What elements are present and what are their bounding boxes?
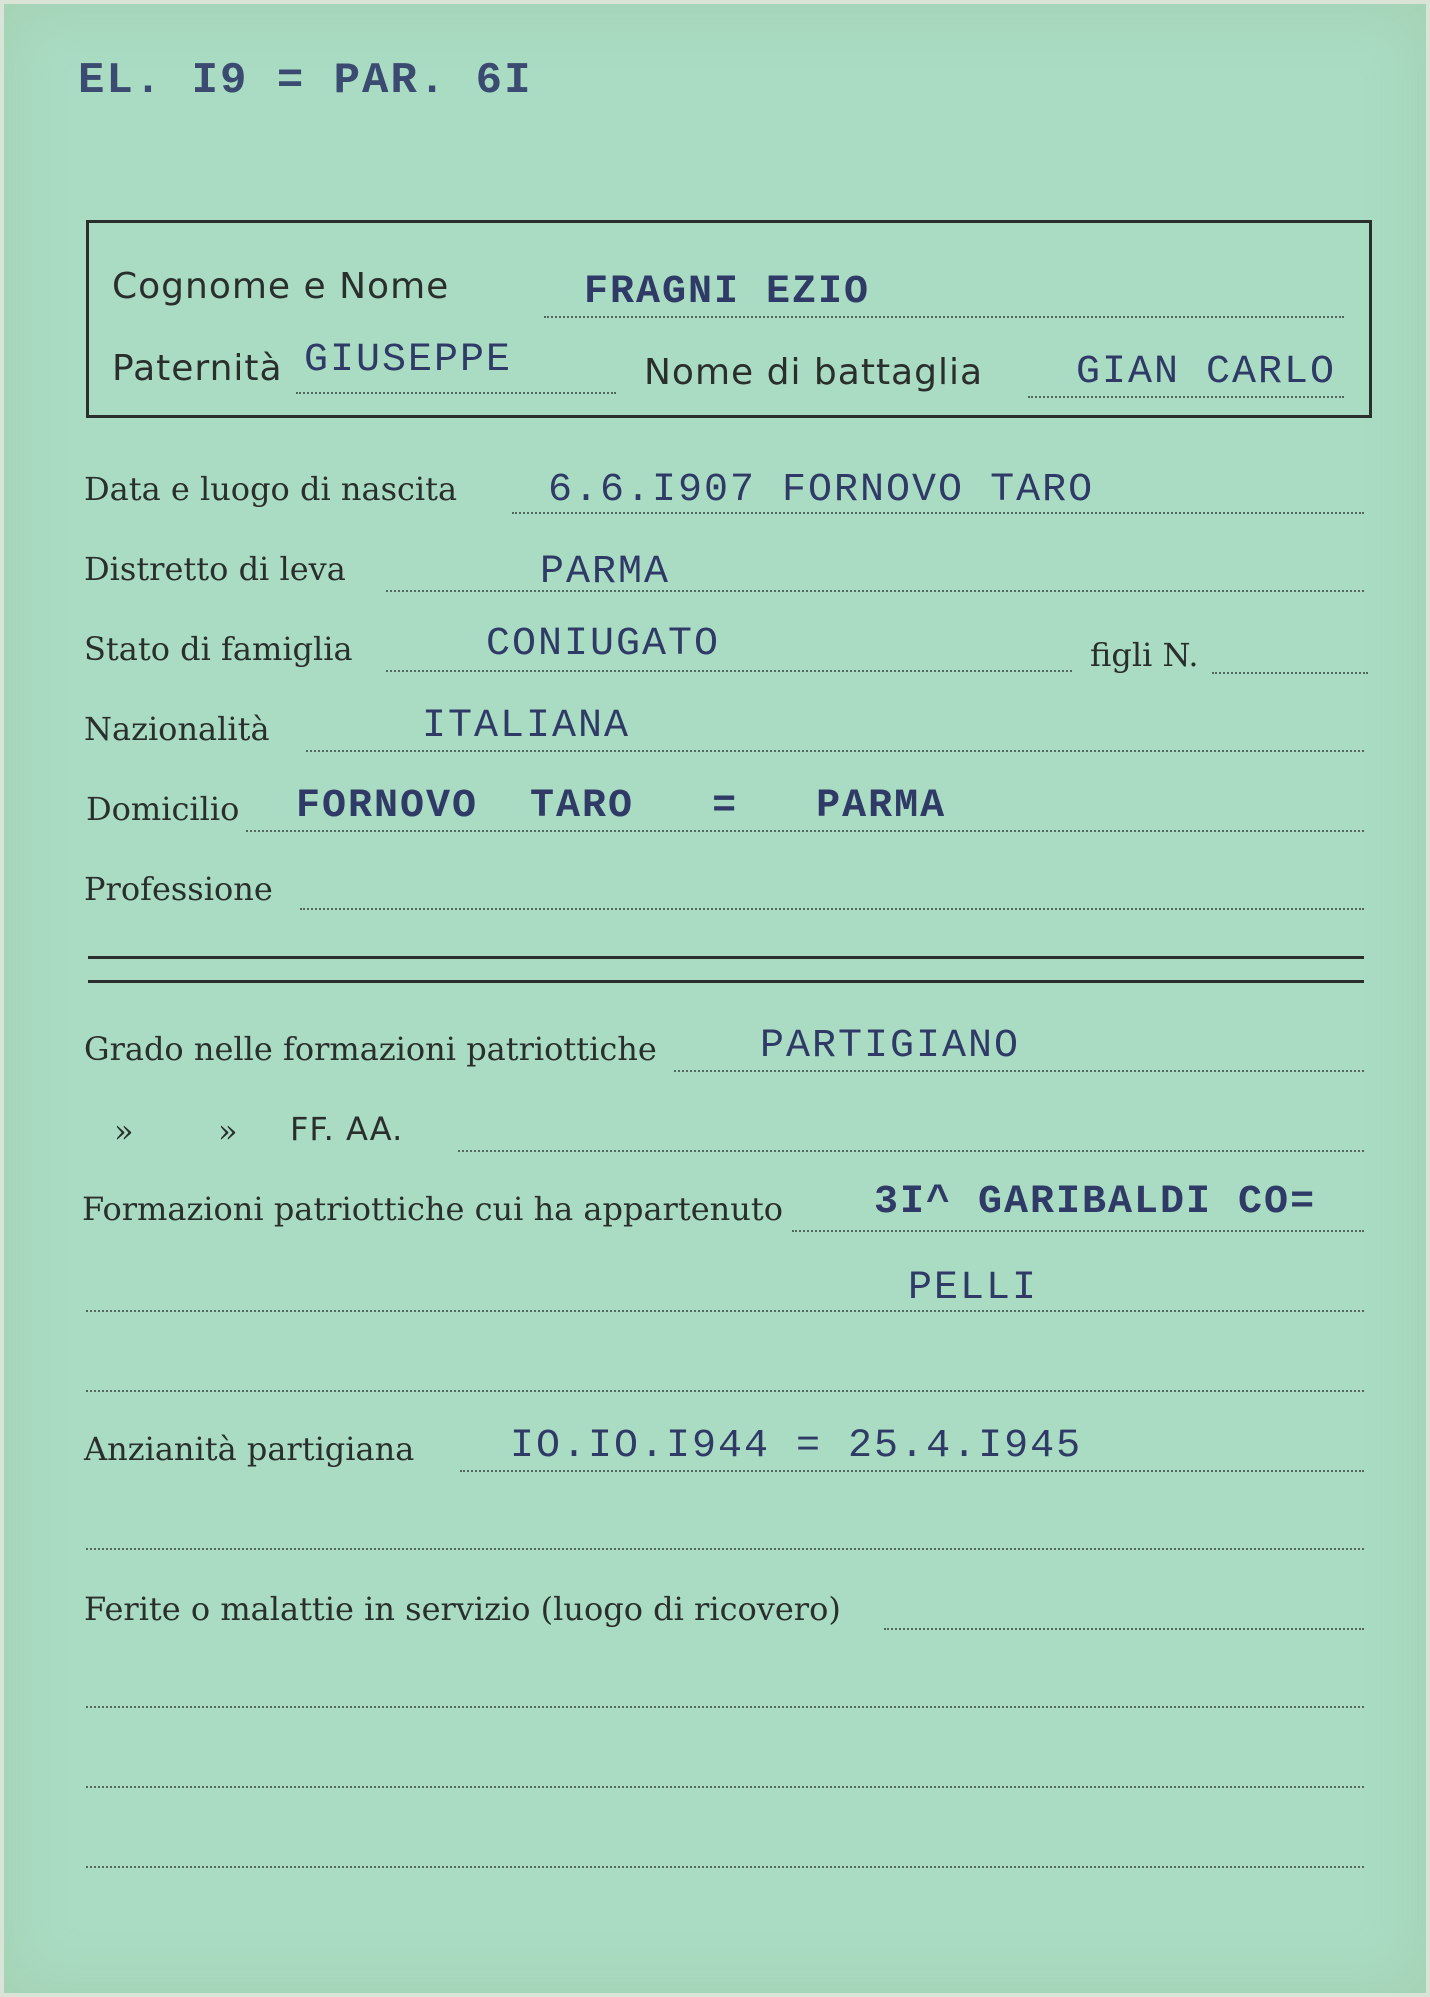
domicile-label: Domicilio [86, 790, 240, 828]
family-line [386, 670, 1072, 672]
formations-line-3 [86, 1390, 1364, 1392]
formations-line-2 [86, 1310, 1364, 1312]
surname-name-value: FRAGNI EZIO [584, 270, 871, 315]
wounds-line-4 [86, 1866, 1364, 1868]
profession-line [300, 908, 1364, 910]
paternity-line [296, 392, 616, 394]
battle-name-value: GIAN CARLO [1076, 350, 1337, 395]
separator-rule-bottom [88, 980, 1364, 983]
domicile-value: FORNOVO TARO = PARMA [296, 784, 947, 829]
ffaa-quote-2: » [218, 1112, 238, 1150]
wounds-line-2 [86, 1706, 1364, 1708]
paternity-label: Paternità [112, 348, 283, 389]
separator-rule-top [88, 956, 1364, 959]
battle-name-label: Nome di battaglia [644, 352, 984, 393]
seniority-label: Anzianità partigiana [84, 1430, 415, 1468]
ffaa-line [458, 1150, 1364, 1152]
reference-code: EL. I9 = PAR. 6I [78, 56, 533, 106]
district-label: Distretto di leva [84, 550, 346, 588]
children-label: figli N. [1090, 636, 1199, 674]
wounds-label: Ferite o malattie in servizio (luogo di ricovero) [84, 1590, 841, 1628]
birth-label: Data e luogo di nascita [84, 470, 458, 508]
ffaa-label: FF. AA. [290, 1110, 404, 1148]
surname-name-label: Cognome e Nome [112, 266, 450, 307]
formations-value-2: PELLI [908, 1266, 1039, 1311]
formations-value-1: 3I^ GARIBALDI CO= [874, 1180, 1317, 1225]
battle-name-line [1028, 396, 1344, 398]
children-line [1212, 672, 1368, 674]
wounds-line [884, 1628, 1364, 1630]
ffaa-quote-1: » [114, 1112, 134, 1150]
nationality-line [306, 750, 1364, 752]
formations-line-1 [792, 1230, 1364, 1232]
partisan-record-card [4, 4, 1426, 1993]
family-value: CONIUGATO [486, 622, 721, 667]
district-line [386, 590, 1364, 592]
rank-line [674, 1070, 1364, 1072]
birth-value: 6.6.I907 FORNOVO TARO [548, 468, 1095, 513]
domicile-line [246, 830, 1364, 832]
nationality-label: Nazionalità [84, 710, 270, 748]
formations-label: Formazioni patriottiche cui ha appartenuto [82, 1190, 783, 1228]
seniority-value: IO.IO.I944 = 25.4.I945 [510, 1424, 1083, 1469]
paternity-value: GIUSEPPE [304, 338, 513, 383]
rank-value: PARTIGIANO [760, 1024, 1021, 1069]
wounds-line-3 [86, 1786, 1364, 1788]
seniority-line [460, 1470, 1364, 1472]
profession-label: Professione [84, 870, 273, 908]
family-label: Stato di famiglia [84, 630, 353, 668]
seniority-line-2 [86, 1548, 1364, 1550]
surname-name-line [544, 316, 1344, 318]
rank-label: Grado nelle formazioni patriottiche [84, 1030, 657, 1068]
district-value: PARMA [540, 550, 671, 595]
nationality-value: ITALIANA [422, 704, 631, 749]
